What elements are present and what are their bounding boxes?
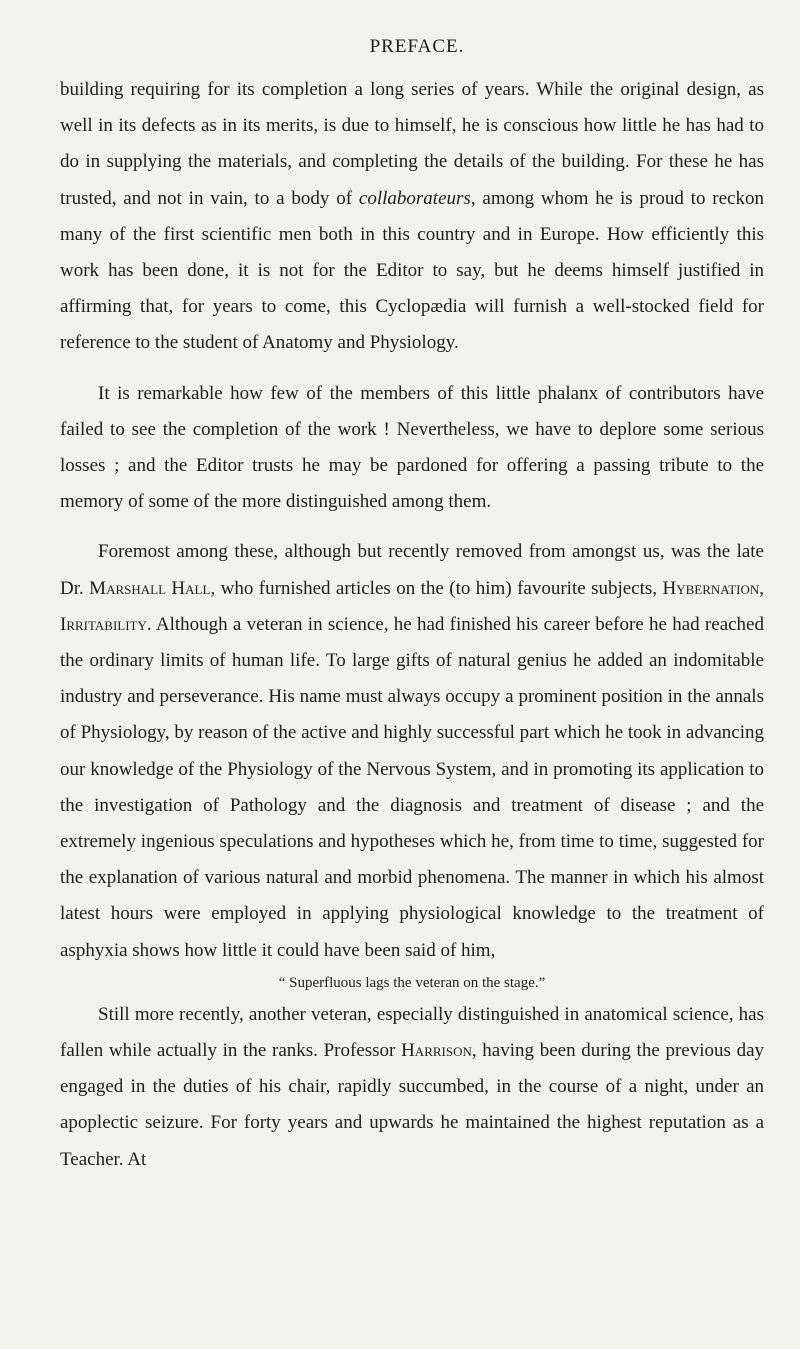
collaborateurs-term: collaborateurs <box>358 187 471 209</box>
paragraph-gap <box>60 362 764 376</box>
paragraph-design-text-end: , among whom he is proud to reckon many of the first scientific men both in this country and in Europe. How efficiently this work has been done, it is not for the Editor to say, but he deems himself justified in affirming that, for years to come, this Cyclopædia will furnish a well-stocked field for reference to the student of Anatomy and Physiology. <box>60 187 764 354</box>
person-name-marshall-hall: Marshall Hall <box>89 577 211 599</box>
paragraph-marshall-hall <box>60 534 764 968</box>
paragraph-harrison <box>60 997 764 1178</box>
paragraph-contributors: It is remarkable how few of the members of this little phalanx of contributors have failed to see the completion of the work ! Nevertheless, we have to deplore some serious losses ; and the Editor trusts he may be pardoned for offering a passing tribute to the memory of some of the more distinguished among them. <box>60 382 764 513</box>
paragraph-design <box>60 72 764 362</box>
paragraph-marshall-hall-text-a: Foremost among these, although but recently removed from amongst us, was the late Dr. <box>60 541 764 599</box>
paragraph-harrison-text-b: , having been during the previous day engaged in the duties of his chair, rapidly succumbed, in the course of a night, under an apoplectic seizure. For forty years and upwards he maintained the highest reputation as a Teacher. At <box>60 1040 765 1170</box>
paragraph-gap <box>60 520 764 534</box>
person-name-harrison: Harrison <box>401 1040 472 1062</box>
article-subjects: Hybernation, Irritability <box>60 577 764 635</box>
verse-quotation: “ Superfluous lags the veteran on the stage.” <box>278 974 546 991</box>
running-head: PREFACE. <box>369 36 465 57</box>
paragraph-marshall-hall-text-b: , who furnished articles on the (to him) favourite subjects, <box>210 577 663 599</box>
paragraph-design-text: building requiring for its completion a long series of years. While the original design, as well in its defects as in its merits, is due to himself, he is conscious how little he has had to do in supplying the materials, and completing the details of the building. For these he has trusted, and not in vain, to a body of <box>60 79 764 209</box>
paragraph-marshall-hall-text-c: . Although a veteran in science, he had finished his career before he had reached the ordinary limits of human life. To large gifts of natural genius he added an indomitable industry and perseverance. His name must always occupy a prominent position in the annals of Physiology, by reason of the active and highly successful part which he took in advancing our knowledge of the Physiology of the Nervous System, and in promoting its application to the investigation of Pathology and the diagnosis and treatment of disease ; and the extremely ingenious speculations and hypotheses which he, from time to time, suggested for the explanation of various natural and morbid phenomena. The manner in which his almost latest hours were employed in applying physiological knowledge to the treatment of asphyxia shows how little it could have been said of him, <box>60 613 764 961</box>
paragraph-harrison-text-a: Still more recently, another veteran, especially distinguished in anatomical science, has fallen while actually in the ranks. Professor <box>60 1003 764 1062</box>
